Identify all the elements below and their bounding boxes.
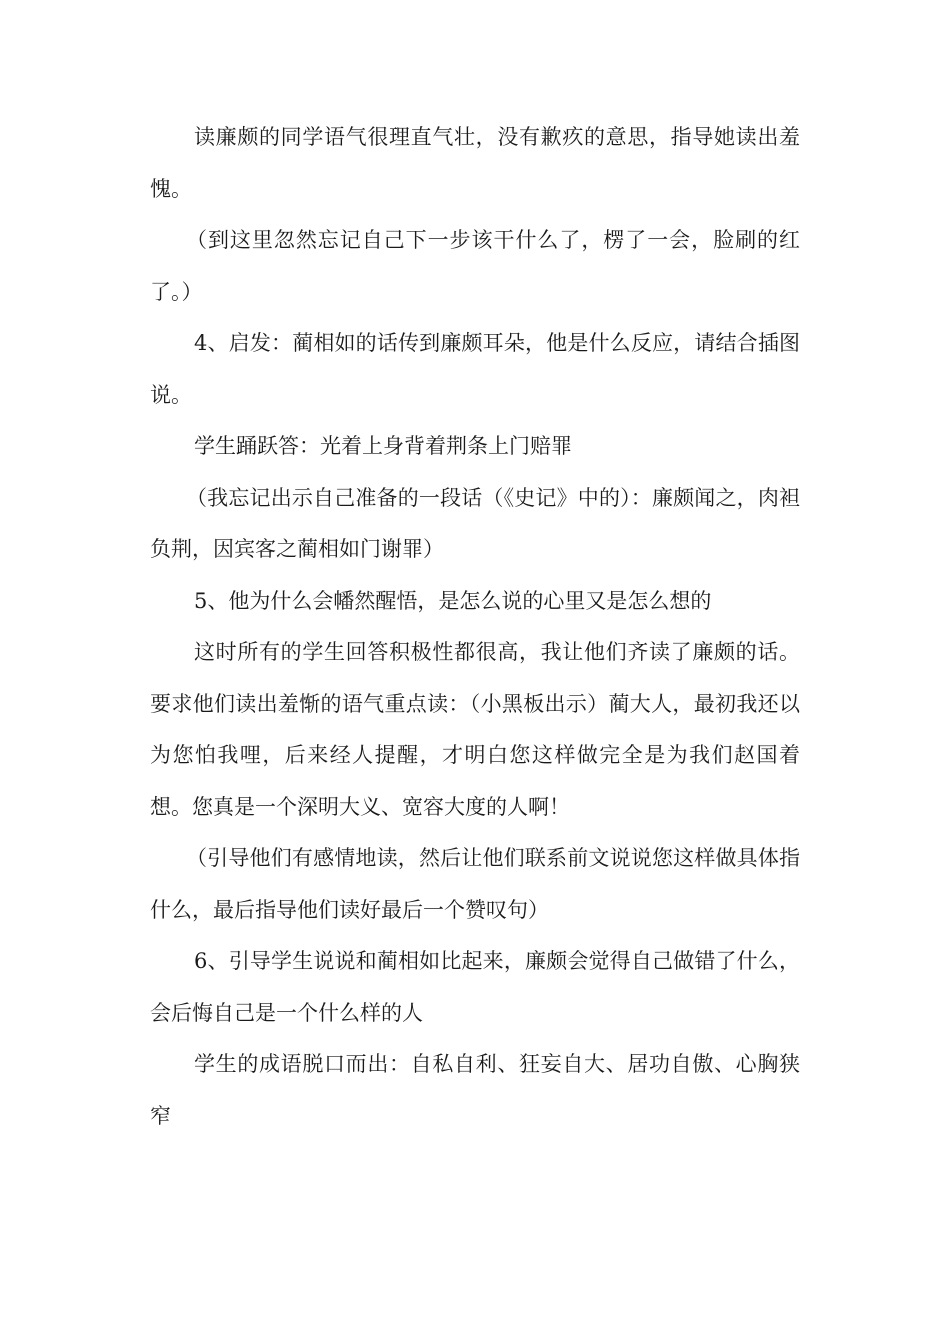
paragraph-reading-feedback: 读廉颇的同学语气很理直气壮，没有歉疚的意思，指导她读出羞愧。 bbox=[150, 125, 800, 201]
paragraph-step-5: 5、他为什么会幡然醒悟，是怎么说的心里又是怎么想的 bbox=[194, 588, 712, 613]
paragraph-idioms-answer: 学生的成语脱口而出：自私自利、狂妄自大、居功自傲、心胸狭窄 bbox=[150, 1052, 800, 1128]
paragraph-group-reading: 这时所有的学生回答积极性都很高，我让他们齐读了廉颇的话。要求他们读出羞惭的语气重点读：（小黑板出示）蔺大人，最初我还以为您怕我哩，后来经人提醒，才明白您这样做完全是为我们赵国着想。您真是一个深明大义、宽容大度的人啊！ bbox=[150, 640, 800, 819]
paragraph-guidance-note: （引导他们有感情地读，然后让他们联系前文说说您这样做具体指什么，最后指导他们读好最后一个赞叹句） bbox=[150, 846, 800, 922]
document-page bbox=[150, 112, 800, 1142]
paragraph-shiji-quote-note: （我忘记出示自己准备的一段话（《史记》中的）：廉颇闻之，肉袒负荆，因宾客之蔺相如门谢罪） bbox=[150, 485, 800, 561]
paragraph-student-answer: 学生踊跃答：光着上身背着荆条上门赔罪 bbox=[194, 434, 572, 458]
paragraph-step-4: 4、启发：蔺相如的话传到廉颇耳朵，他是什么反应，请结合插图说。 bbox=[150, 331, 800, 407]
paragraph-teacher-note-forgot: （到这里忽然忘记自己下一步该干什么了，楞了一会，脸刷的红了。） bbox=[150, 228, 800, 304]
paragraph-step-6: 6、引导学生说说和蔺相如比起来，廉颇会觉得自己做错了什么，会后悔自己是一个什么样的人 bbox=[150, 949, 800, 1025]
